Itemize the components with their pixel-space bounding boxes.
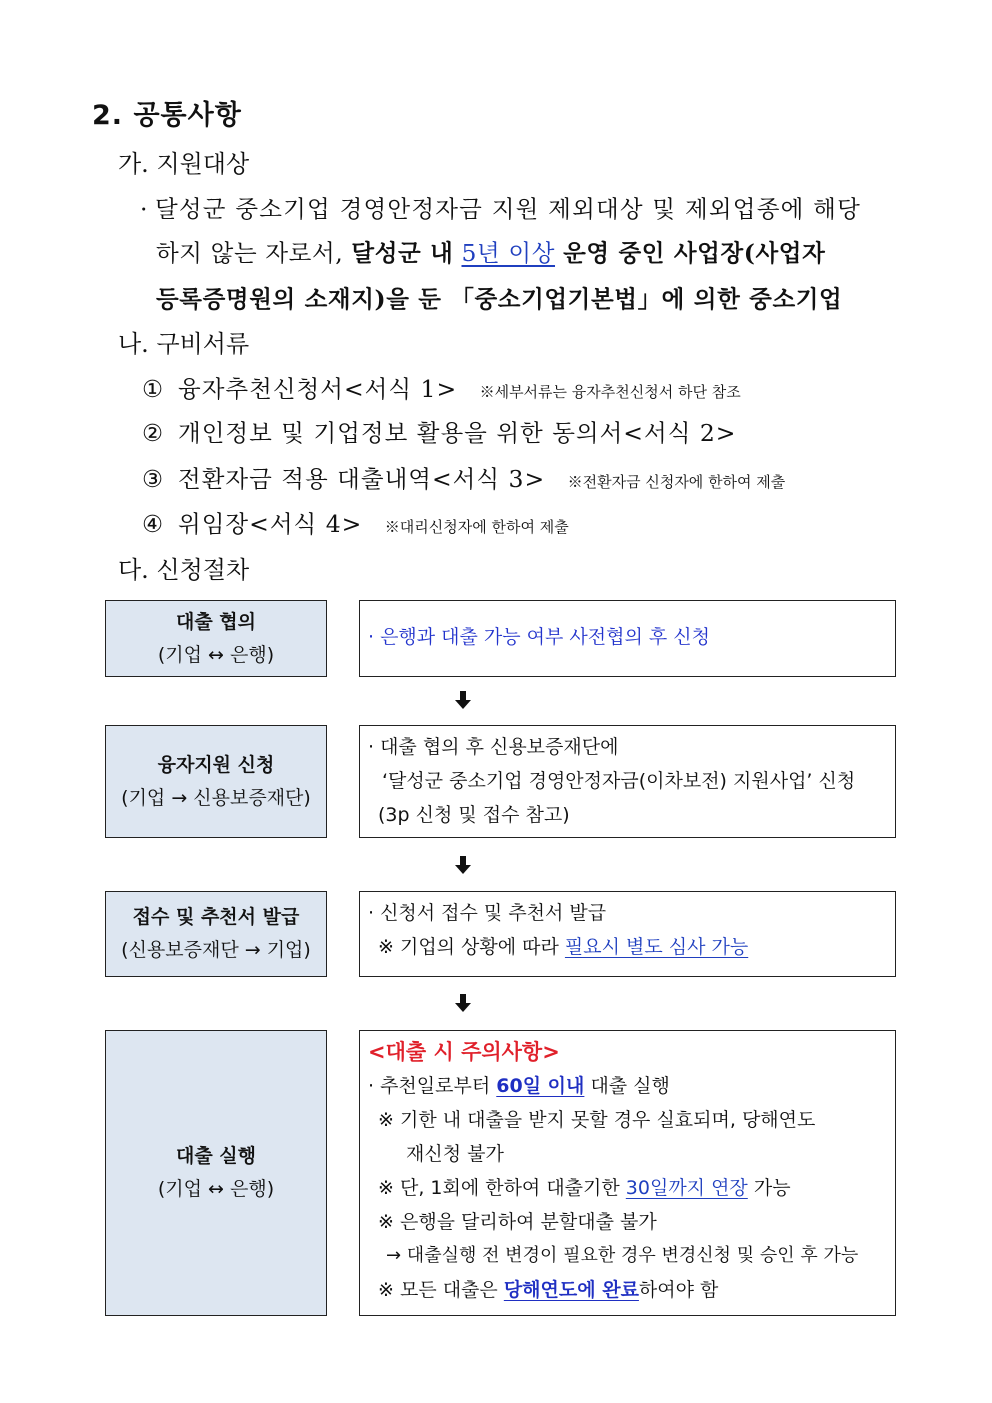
eligibility-highlight-years: 5년 이상 — [461, 239, 556, 267]
eligibility-line-1 — [140, 190, 861, 224]
caution-link: 30일까지 연장 — [625, 1177, 748, 1199]
doc-item-4 — [142, 505, 569, 539]
step-detail-line: · 신청서 접수 및 추천서 발급 — [368, 902, 607, 924]
step-1-label-box — [105, 600, 327, 677]
caution-line-4 — [368, 1171, 895, 1205]
eligibility-text-2-bold-b: 운영 중인 사업장(사업자 — [563, 239, 826, 267]
step-2-detail-box — [359, 725, 896, 838]
step-3-detail-box — [359, 891, 896, 977]
doc-text: 개인정보 및 기업정보 활용을 위한 동의서<서식 2> — [178, 419, 737, 447]
page-title: 2. 공통사항 — [92, 100, 242, 131]
step-sub: (신용보증재단 → 기업) — [121, 939, 311, 961]
step-detail-line: · 대출 협의 후 신용보증재단에 — [368, 736, 619, 758]
step-sub: (기업 ↔ 은행) — [157, 643, 275, 666]
eligibility-line-3: 등록증명원의 소재지)을 둔 「중소기업기본법」에 의한 중소기업 — [156, 285, 843, 313]
step-title: 접수 및 추천서 발급 — [132, 906, 300, 928]
section-na-label: 나. 구비서류 — [118, 330, 250, 358]
caution-text: 하여야 함 — [638, 1279, 719, 1301]
eligibility-line-2 — [156, 234, 825, 268]
step-detail-line: ‘달성군 중소기업 경영안정자금(이차보전) 지원사업’ 신청 — [382, 770, 856, 792]
down-arrow-icon — [452, 854, 474, 876]
doc-text: 융자추천신청서<서식 1> — [178, 375, 458, 403]
step-title: 대출 협의 — [175, 610, 257, 633]
caution-text: · 추천일로부터 — [368, 1075, 491, 1097]
doc-note: ※대리신청자에 한하여 제출 — [384, 518, 569, 536]
doc-item-3 — [142, 460, 785, 494]
step-detail-line-2 — [368, 930, 895, 964]
step-sub: (기업 ↔ 은행) — [157, 1178, 275, 1200]
caution-line-5: ※ 은행을 달리하여 분할대출 불가 — [378, 1211, 657, 1233]
caution-text: 대출 실행 — [590, 1075, 670, 1097]
step-4-detail-box — [359, 1030, 896, 1316]
bullet: · — [140, 195, 148, 223]
step-2-label-box — [105, 725, 327, 838]
caution-text: ※ 모든 대출은 — [378, 1279, 498, 1301]
down-arrow-icon — [452, 689, 474, 711]
doc-text: 위임장<서식 4> — [178, 510, 363, 538]
doc-note: ※전환자금 신청자에 한하여 제출 — [567, 473, 786, 491]
doc-text: 전환자금 적용 대출내역<서식 3> — [178, 465, 546, 493]
caution-title: <대출 시 주의사항> — [368, 1040, 560, 1064]
step-detail-link: 필요시 별도 심사 가능 — [564, 936, 749, 958]
down-arrow-icon — [452, 992, 474, 1014]
step-detail-line: · 은행과 대출 가능 여부 사전협의 후 신청 — [368, 626, 710, 648]
doc-num: ④ — [142, 510, 164, 538]
eligibility-text-2-plain: 하지 않는 자로서, — [156, 239, 344, 267]
eligibility-text-1: 달성군 중소기업 경영안정자금 지원 제외대상 및 제외업종에 해당 — [154, 195, 861, 223]
doc-item-2 — [142, 414, 737, 448]
caution-text: 가능 — [753, 1177, 791, 1199]
section-ga-label: 가. 지원대상 — [118, 150, 250, 178]
caution-line-7 — [368, 1273, 895, 1307]
step-1-detail-box — [359, 600, 896, 677]
step-3-label-box — [105, 891, 327, 977]
caution-line-6: → 대출실행 전 변경이 필요한 경우 변경신청 및 승인 후 가능 — [386, 1245, 859, 1266]
step-title: 융자지원 신청 — [157, 753, 275, 776]
caution-line-2: ※ 기한 내 대출을 받지 못할 경우 실효되며, 당해연도 — [378, 1109, 816, 1131]
caution-text: ※ 단, 1회에 한하여 대출기한 — [378, 1177, 620, 1199]
doc-num: ② — [142, 419, 164, 447]
doc-num: ① — [142, 375, 164, 403]
step-detail-line: (3p 신청 및 접수 참고) — [378, 804, 570, 826]
section-da-label: 다. 신청절차 — [118, 556, 250, 584]
caution-highlight: 당해연도에 완료 — [503, 1279, 639, 1301]
doc-num: ③ — [142, 465, 164, 493]
step-title: 대출 실행 — [175, 1145, 257, 1167]
step-sub: (기업 → 신용보증재단) — [121, 786, 311, 809]
caution-line-3: 재신청 불가 — [406, 1143, 504, 1165]
step-4-label-box — [105, 1030, 327, 1316]
step-detail-plain: ※ 기업의 상황에 따라 — [378, 936, 559, 958]
caution-line-1 — [368, 1069, 895, 1103]
doc-item-1 — [142, 370, 741, 404]
doc-note: ※세부서류는 융자추천신청서 하단 참조 — [479, 383, 741, 401]
eligibility-text-2-bold-a: 달성군 내 — [351, 239, 454, 267]
caution-highlight: 60일 이내 — [496, 1075, 585, 1097]
